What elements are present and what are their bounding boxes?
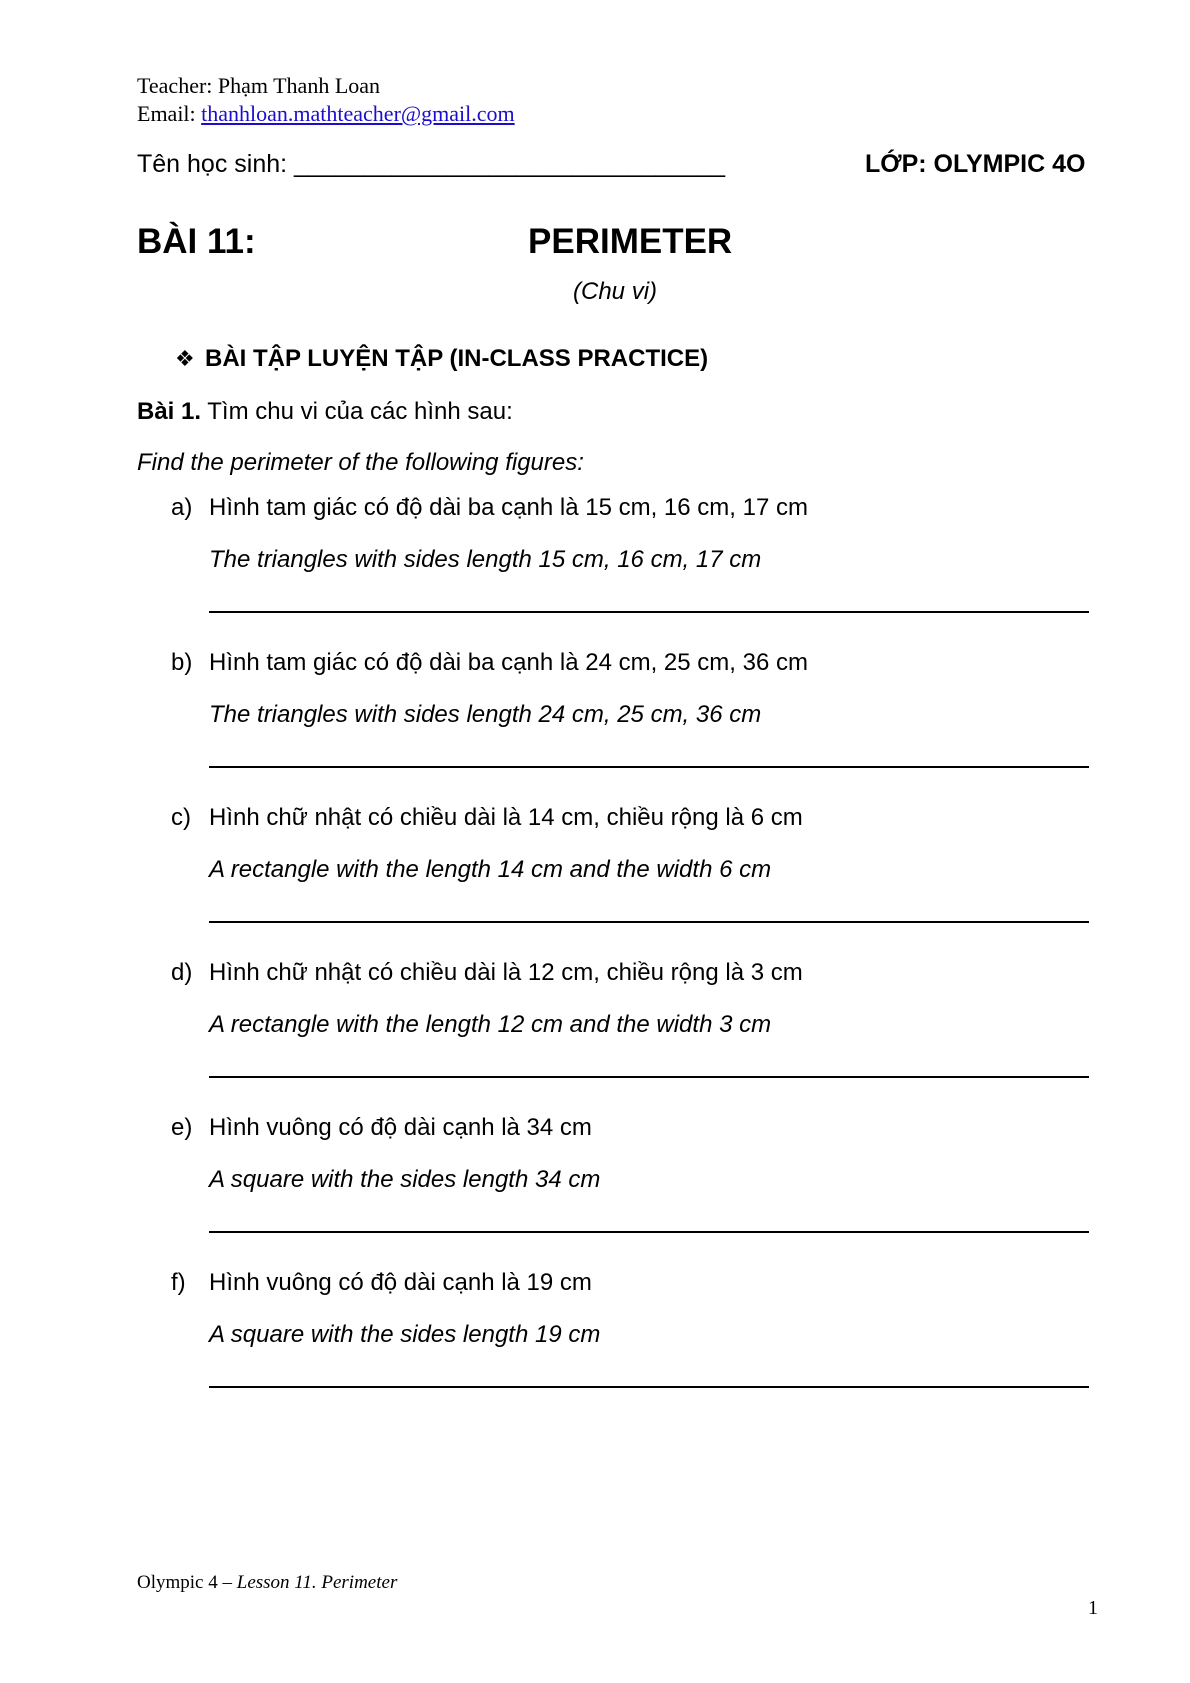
item-text-en: The triangles with sides length 24 cm, 25 cm, 36 cm xyxy=(209,701,762,728)
page-number: 1 xyxy=(1088,1597,1098,1619)
item-letter: d) xyxy=(171,959,193,986)
section-title: BÀI TẬP LUYỆN TẬP (IN-CLASS PRACTICE) xyxy=(205,345,709,372)
item-text-en: A rectangle with the length 14 cm and the width 6 cm xyxy=(209,856,772,883)
item-text-vi: Hình tam giác có độ dài ba cạnh là 24 cm, 25 cm, 36 cm xyxy=(209,649,808,676)
item-letter: a) xyxy=(171,494,193,521)
exercise-prompt-vi: Tìm chu vi của các hình sau: xyxy=(201,398,513,425)
item-letter: f) xyxy=(171,1269,186,1296)
answer-line[interactable] xyxy=(209,1386,1089,1388)
item-text-vi: Hình vuông có độ dài cạnh là 19 cm xyxy=(209,1269,592,1296)
teacher-name: Teacher: Phạm Thanh Loan xyxy=(137,73,381,98)
answer-line[interactable] xyxy=(209,921,1089,923)
exercise-prompt xyxy=(137,398,513,426)
section-heading xyxy=(175,345,708,373)
lesson-number: BÀI 11: xyxy=(137,222,256,261)
item-text-vi: Hình chữ nhật có chiều dài là 14 cm, chiều rộng là 6 cm xyxy=(209,804,803,831)
answer-line[interactable] xyxy=(209,1231,1089,1233)
class-label: LỚP: OLYMPIC 4O xyxy=(865,150,1086,178)
student-name-field: Tên học sinh: _______________________________ xyxy=(137,150,726,178)
item-text-en: A rectangle with the length 12 cm and the width 3 cm xyxy=(209,1011,772,1038)
item-text-en: A square with the sides length 34 cm xyxy=(209,1166,601,1193)
email-label: Email: xyxy=(137,101,202,126)
lesson-title: PERIMETER xyxy=(528,222,733,261)
exercise-label: Bài 1. xyxy=(137,398,202,425)
item-text-vi: Hình vuông có độ dài cạnh là 34 cm xyxy=(209,1114,592,1141)
footer-lesson: Lesson 11. Perimeter xyxy=(236,1572,398,1593)
item-text-en: A square with the sides length 19 cm xyxy=(209,1321,601,1348)
answer-line[interactable] xyxy=(209,1076,1089,1078)
item-letter: b) xyxy=(171,649,193,676)
email-link[interactable]: thanhloan.mathteacher@gmail.com xyxy=(201,101,515,126)
lesson-subtitle: (Chu vi) xyxy=(573,278,658,305)
item-text-vi: Hình chữ nhật có chiều dài là 12 cm, chiều rộng là 3 cm xyxy=(209,959,803,986)
footer-course: Olympic 4 – xyxy=(137,1572,237,1593)
item-letter: c) xyxy=(171,804,191,831)
diamond-bullet-icon: ❖ xyxy=(175,346,195,371)
page-footer xyxy=(137,1572,397,1594)
answer-line[interactable] xyxy=(209,766,1089,768)
email-row xyxy=(137,101,515,127)
item-text-vi: Hình tam giác có độ dài ba cạnh là 15 cm, 16 cm, 17 cm xyxy=(209,494,808,521)
item-letter: e) xyxy=(171,1114,193,1141)
exercise-prompt-en: Find the perimeter of the following figures: xyxy=(137,449,584,476)
item-text-en: The triangles with sides length 15 cm, 16 cm, 17 cm xyxy=(209,546,762,573)
answer-line[interactable] xyxy=(209,611,1089,613)
